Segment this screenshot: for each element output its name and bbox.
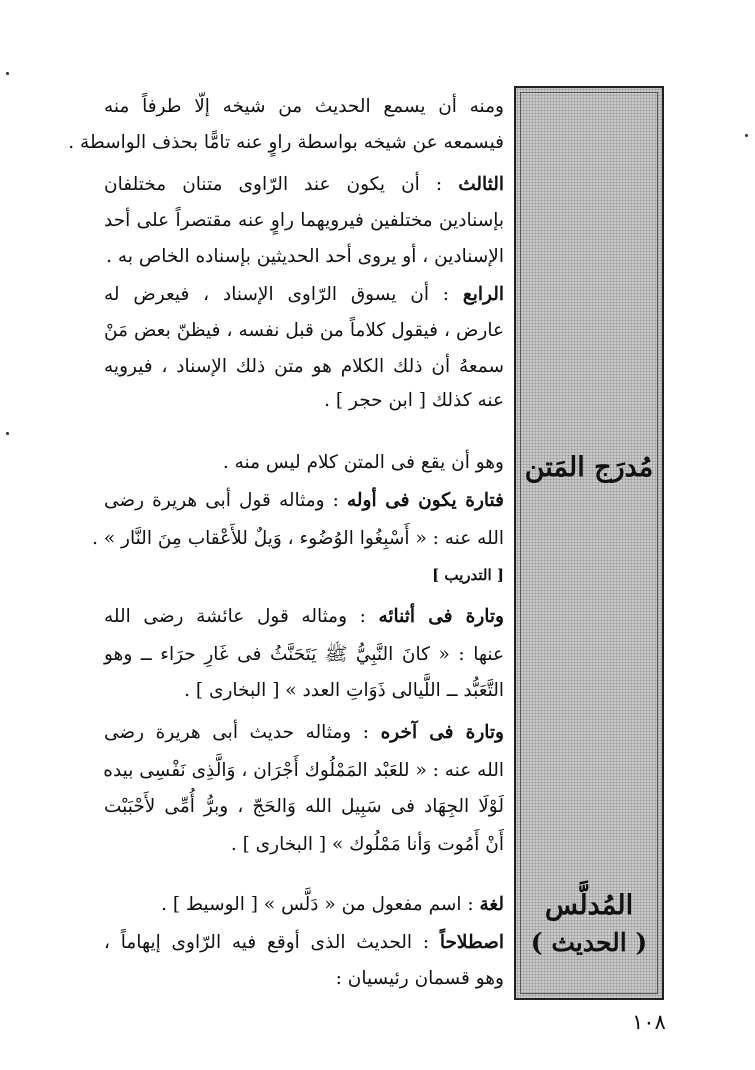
text-line: وهو أن يقع فى المتن كلام ليس منه . [222,452,504,473]
text-line: وتارة فى أثنائه : ومثاله قول عائشة رضى الله [104,606,504,627]
text-line: الإسنادين ، أو يروى أحد الحديثين بإسناده الخاص به . [106,246,504,267]
text-line: لَوْلَا الجِهَاد فى سَبِيل الله وَالحَجّ ، وبرُّ أُمِّى لأَحْبَبْت [104,796,504,817]
heading-mudraj-al-matn: مُدرَج المَتن [524,452,654,483]
text-line: وتارة فى آخره : ومثاله حديث أبى هريرة رضى [104,722,504,743]
text-line: الرابع : أن يسوق الرّاوى الإسناد ، فيعرض له [104,284,504,305]
text-line: اصطلاحاً : الحديث الذى أوقع فيه الرّاوى إيهاماً ، [104,932,504,953]
heading-hadith: ( الحديث ) [530,928,648,957]
text-line: الله عنه : « للعَبْد المَمْلُوك أَجْرَان ، وَالَّذِى نَفْسِى بيده [103,760,504,781]
text-line: عنها : « كانَ النَّبِيُّ ﷺ يَتَحَنَّثُ فى غَارِ حرَاء ــ وهو [104,644,504,665]
reference-tadrib: [ التدريب ] [432,566,504,584]
text-line: فتارة يكون فى أوله : ومثاله قول أبى هريرة رضى [104,490,504,511]
heading-mudallas: المُدلَّس [544,890,634,921]
text-line: بإسنادين مختلفين فيرويهما راوٍ عنه مقتصراً على أحد [104,210,504,231]
text-line: الله عنه : « أَسْبِغُوا الوُضُوء ، وَيلٌ للأَعْقاب مِنَ النَّار » . [92,528,504,549]
scan-speck [6,432,9,435]
margin-column [514,86,664,1000]
page-number: ١٠٨ [632,1010,666,1034]
text-line: أَنْ أَمُوت وَأنا مَمْلُوك » [ البخارى ] . [230,834,504,855]
text-line: الثالث : أن يكون عند الرّاوى متنان مختلفان [104,174,504,195]
text-line: ومنه أن يسمع الحديث من شيخه إلّا طرفاً منه [104,96,504,117]
text-line: عارض ، فيقول كلاماً من قبل نفسه ، فيظنّ بعض مَنْ [104,320,504,341]
scan-speck [6,72,9,75]
text-line: فيسمعه عن شيخه بواسطة راوٍ عنه تامًّا بحذف الواسطة . [68,132,504,153]
text-line: عنه كذلك [ ابن حجر ] . [324,390,504,411]
text-line: التَّعَبُّد ــ اللَّيالى ذَوَاتِ العدد » [ البخارى ] . [184,680,504,701]
text-line: وهو قسمان رئيسيان : [335,968,504,989]
margin-column-frame [520,92,658,994]
scan-speck [745,134,748,137]
text-line: سمعهُ أن ذلك الكلام هو متن ذلك الإسناد ، فيرويه [104,356,504,377]
text-line: لغة : اسم مفعول من « دَلَّس » [ الوسيط ] . [161,894,504,915]
